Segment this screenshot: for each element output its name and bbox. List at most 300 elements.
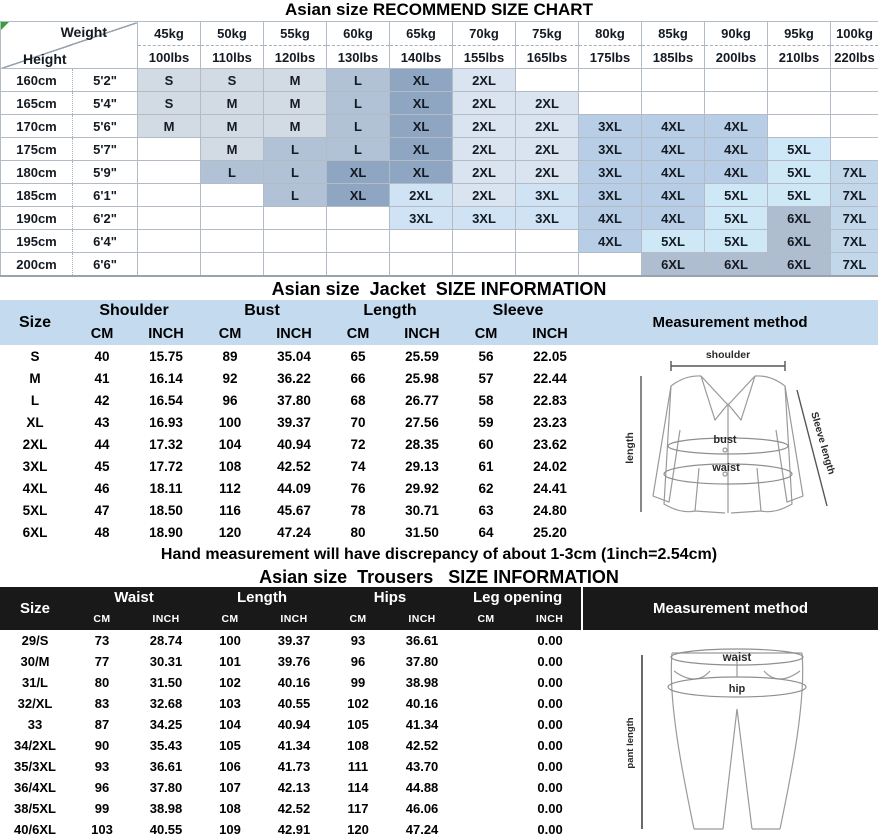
value-cell: 38.98 <box>149 801 183 816</box>
value-cell: 103 <box>91 822 113 835</box>
value-cell: 29.92 <box>405 480 439 496</box>
value-cell: 17.72 <box>149 458 183 474</box>
value-cell: 42.52 <box>277 458 311 474</box>
weight-kg-header: 70kg <box>453 22 516 46</box>
value-cell <box>454 714 518 735</box>
group-header: Length <box>198 587 326 608</box>
group-header: Sleeve <box>454 300 582 322</box>
size-label-cell: 34/2XL <box>14 738 56 753</box>
unit-header: INCH <box>262 322 326 345</box>
empty-cell <box>768 92 831 115</box>
value-cell: 100 <box>218 414 242 430</box>
value-cell: 58 <box>478 392 494 408</box>
size-label-cell: 40/6XL <box>14 822 56 835</box>
value-cell: 25.59 <box>405 348 439 364</box>
value-cell: 43 <box>94 414 110 430</box>
size-cell: L <box>327 69 390 92</box>
value-cell: 77 <box>94 654 110 669</box>
height-row <box>1 253 878 277</box>
value-cell: 40.55 <box>149 822 183 835</box>
jacket-title: Asian size Jacket SIZE INFORMATION <box>271 279 607 299</box>
weight-kg-header: 85kg <box>642 22 705 46</box>
measurement-diagram-cell <box>582 345 878 543</box>
measurement-diagram-cell <box>582 630 878 835</box>
empty-cell <box>579 69 642 92</box>
height-row <box>1 230 878 253</box>
jacket-waist-label: waist <box>712 462 740 474</box>
unit-header: INCH <box>262 608 326 630</box>
value-cell: 40.16 <box>405 696 439 711</box>
size-cell: 2XL <box>516 92 579 115</box>
empty-cell <box>516 69 579 92</box>
size-cell: M <box>201 115 264 138</box>
size-cell: 4XL <box>579 207 642 230</box>
size-cell: M <box>201 138 264 161</box>
value-cell: 18.11 <box>149 480 183 496</box>
pants-length-label: pant length <box>625 717 637 769</box>
size-cell: 3XL <box>579 115 642 138</box>
weight-axis-label: Weight <box>60 24 107 40</box>
empty-cell <box>264 253 327 277</box>
weight-lbs-header: 100lbs <box>138 46 201 69</box>
value-cell: 42.91 <box>277 822 311 835</box>
size-label-cell: 29/S <box>21 633 49 648</box>
empty-cell <box>327 253 390 277</box>
height-row <box>1 184 878 207</box>
empty-cell <box>705 92 768 115</box>
value-cell: 47.24 <box>405 822 439 835</box>
size-cell: 3XL <box>516 207 579 230</box>
size-cell: L <box>327 138 390 161</box>
value-cell: 27.56 <box>405 414 439 430</box>
size-label-cell: 35/3XL <box>14 759 56 774</box>
unit-header: INCH <box>134 322 198 345</box>
unit-header: INCH <box>518 322 582 345</box>
value-cell: 46.06 <box>405 801 439 816</box>
value-cell: 44.88 <box>405 780 439 795</box>
empty-cell <box>453 230 516 253</box>
size-cell: 5XL <box>768 184 831 207</box>
empty-cell <box>768 69 831 92</box>
size-label-cell: 33 <box>27 717 43 732</box>
empty-cell <box>138 253 201 277</box>
weight-lbs-header: 210lbs <box>768 46 831 69</box>
value-cell: 65 <box>350 348 366 364</box>
recommend-size-table <box>0 21 878 277</box>
value-cell: 46 <box>94 480 110 496</box>
size-cell: M <box>201 92 264 115</box>
size-cell: 7XL <box>831 207 878 230</box>
height-cm-cell: 180cm <box>1 161 73 184</box>
value-cell: 29.13 <box>405 458 439 474</box>
size-cell: 4XL <box>705 161 768 184</box>
height-ft-cell: 5'7" <box>73 138 138 161</box>
size-cell: XL <box>390 115 453 138</box>
value-cell: 24.41 <box>533 480 567 496</box>
empty-cell <box>705 69 768 92</box>
value-cell <box>454 819 518 835</box>
weight-kg-header: 45kg <box>138 22 201 46</box>
weight-lbs-header: 110lbs <box>201 46 264 69</box>
group-header: Length <box>326 300 454 322</box>
size-cell: XL <box>390 161 453 184</box>
value-cell: 117 <box>347 801 369 816</box>
weight-kg-header: 65kg <box>390 22 453 46</box>
value-cell: 40 <box>94 348 110 364</box>
value-cell: 47.24 <box>277 524 311 540</box>
value-cell: 30.71 <box>405 502 439 518</box>
value-cell: 26.77 <box>405 392 439 408</box>
value-cell: 96 <box>350 654 366 669</box>
size-cell: 3XL <box>579 161 642 184</box>
value-cell: 104 <box>219 717 241 732</box>
group-header: Waist <box>70 587 198 608</box>
height-row <box>1 92 878 115</box>
empty-cell <box>138 161 201 184</box>
size-cell: 4XL <box>642 207 705 230</box>
value-cell: 93 <box>94 759 110 774</box>
empty-cell <box>327 230 390 253</box>
value-cell: 28.74 <box>149 633 183 648</box>
value-cell: 105 <box>347 717 369 732</box>
size-cell: 6XL <box>768 207 831 230</box>
value-cell: 37.80 <box>149 780 183 795</box>
size-cell: 3XL <box>453 207 516 230</box>
value-cell: 108 <box>347 738 369 753</box>
value-cell <box>454 735 518 756</box>
value-cell: 109 <box>219 822 241 835</box>
size-cell: L <box>264 161 327 184</box>
value-cell: 22.05 <box>533 348 567 364</box>
excel-corner-mark-icon <box>1 22 9 30</box>
value-cell: 114 <box>347 780 369 795</box>
value-cell <box>454 798 518 819</box>
value-cell: 92 <box>222 370 238 386</box>
unit-header: INCH <box>390 322 454 345</box>
value-cell: 120 <box>218 524 242 540</box>
size-cell: L <box>327 115 390 138</box>
weight-lbs-header: 120lbs <box>264 46 327 69</box>
value-cell: 30.31 <box>149 654 183 669</box>
value-cell: 44 <box>94 436 110 452</box>
value-cell: 48 <box>94 524 110 540</box>
value-cell: 40.16 <box>277 675 311 690</box>
value-cell: 42.52 <box>277 801 311 816</box>
group-header: Bust <box>198 300 326 322</box>
size-cell: 6XL <box>768 230 831 253</box>
empty-cell <box>138 184 201 207</box>
value-cell: 70 <box>350 414 366 430</box>
value-cell: 99 <box>94 801 110 816</box>
height-ft-cell: 6'2" <box>73 207 138 230</box>
size-cell: M <box>138 115 201 138</box>
measurement-method-header: Measurement method <box>582 300 878 345</box>
size-cell: 5XL <box>705 230 768 253</box>
value-cell: 15.75 <box>149 348 183 364</box>
value-cell: 105 <box>219 738 241 753</box>
value-cell: 73 <box>94 633 110 648</box>
unit-header: CM <box>70 608 134 630</box>
size-cell: 3XL <box>579 138 642 161</box>
value-cell: 104 <box>218 436 242 452</box>
size-cell: 4XL <box>642 115 705 138</box>
value-cell: 43.70 <box>405 759 439 774</box>
height-cm-cell: 200cm <box>1 253 73 277</box>
jacket-bust-label: bust <box>713 434 737 446</box>
size-cell: 2XL <box>453 161 516 184</box>
size-cell: 7XL <box>831 184 878 207</box>
value-cell: 28.35 <box>405 436 439 452</box>
size-label-cell: M <box>29 370 41 386</box>
size-cell: 7XL <box>831 161 878 184</box>
size-label-cell: 5XL <box>22 502 48 518</box>
value-cell: 0.00 <box>537 780 563 795</box>
value-cell: 103 <box>219 696 241 711</box>
height-cm-cell: 165cm <box>1 92 73 115</box>
empty-cell <box>390 253 453 277</box>
size-cell: 2XL <box>516 161 579 184</box>
unit-header: INCH <box>390 608 454 630</box>
empty-cell <box>138 138 201 161</box>
height-ft-cell: 5'9" <box>73 161 138 184</box>
jacket-length-label: length <box>624 432 637 464</box>
value-cell: 17.32 <box>149 436 183 452</box>
weight-kg-header: 90kg <box>705 22 768 46</box>
value-cell: 68 <box>350 392 366 408</box>
size-cell: 7XL <box>831 253 878 277</box>
weight-kg-header: 75kg <box>516 22 579 46</box>
unit-header: CM <box>454 608 518 630</box>
weight-lbs-header: 200lbs <box>705 46 768 69</box>
value-cell: 41 <box>94 370 110 386</box>
size-cell: 4XL <box>579 230 642 253</box>
weight-lbs-header: 165lbs <box>516 46 579 69</box>
height-row <box>1 115 878 138</box>
value-cell: 35.04 <box>277 348 311 364</box>
value-cell: 80 <box>350 524 366 540</box>
size-cell: L <box>264 184 327 207</box>
value-cell: 39.37 <box>277 414 311 430</box>
height-ft-cell: 6'4" <box>73 230 138 253</box>
value-cell: 56 <box>478 348 494 364</box>
value-cell: 42.52 <box>405 738 439 753</box>
height-weight-corner-cell <box>1 22 138 69</box>
weight-lbs-header: 140lbs <box>390 46 453 69</box>
size-cell: 3XL <box>579 184 642 207</box>
weight-kg-header: 60kg <box>327 22 390 46</box>
size-cell: 2XL <box>516 115 579 138</box>
empty-cell <box>264 207 327 230</box>
size-cell: L <box>201 161 264 184</box>
value-cell: 16.14 <box>149 370 183 386</box>
height-ft-cell: 5'6" <box>73 115 138 138</box>
empty-cell <box>453 253 516 277</box>
pants-hip-label: hip <box>728 683 746 695</box>
value-cell: 72 <box>350 436 366 452</box>
value-cell: 101 <box>219 654 241 669</box>
value-cell: 44.09 <box>277 480 311 496</box>
value-cell: 24.02 <box>533 458 567 474</box>
unit-header: INCH <box>518 608 582 630</box>
value-cell: 41.73 <box>277 759 311 774</box>
size-label-cell: 30/M <box>20 654 50 669</box>
empty-cell <box>201 253 264 277</box>
value-cell: 39.37 <box>277 633 311 648</box>
weight-kg-header: 50kg <box>201 22 264 46</box>
value-cell: 42.13 <box>277 780 311 795</box>
weight-lbs-header: 155lbs <box>453 46 516 69</box>
empty-cell <box>831 138 878 161</box>
value-cell: 111 <box>347 759 369 774</box>
value-cell: 0.00 <box>537 633 563 648</box>
size-cell: 3XL <box>390 207 453 230</box>
size-cell: 4XL <box>705 115 768 138</box>
empty-cell <box>831 115 878 138</box>
size-cell: 5XL <box>642 230 705 253</box>
value-cell: 74 <box>350 458 366 474</box>
value-cell: 80 <box>94 675 110 690</box>
empty-cell <box>516 253 579 277</box>
value-cell: 31.50 <box>149 675 183 690</box>
size-cell: 5XL <box>705 184 768 207</box>
size-cell: S <box>138 69 201 92</box>
value-cell: 96 <box>222 392 238 408</box>
value-cell: 102 <box>219 675 241 690</box>
weight-kg-header: 95kg <box>768 22 831 46</box>
value-cell: 31.50 <box>405 524 439 540</box>
weight-lbs-header: 130lbs <box>327 46 390 69</box>
unit-header: CM <box>326 608 390 630</box>
size-cell: 6XL <box>642 253 705 277</box>
size-cell: S <box>201 69 264 92</box>
empty-cell <box>138 207 201 230</box>
value-cell: 63 <box>478 502 494 518</box>
value-cell: 66 <box>350 370 366 386</box>
size-label-cell: 3XL <box>22 458 48 474</box>
size-label-cell: 31/L <box>21 675 48 690</box>
value-cell: 106 <box>219 759 241 774</box>
value-cell: 25.20 <box>533 524 567 540</box>
measurement-method-header: Measurement method <box>582 587 878 630</box>
size-cell: M <box>264 115 327 138</box>
size-cell: 5XL <box>768 138 831 161</box>
size-label-cell: L <box>30 392 40 408</box>
empty-cell <box>327 207 390 230</box>
height-ft-cell: 6'1" <box>73 184 138 207</box>
weight-lbs-header: 175lbs <box>579 46 642 69</box>
height-cm-cell: 160cm <box>1 69 73 92</box>
value-cell: 0.00 <box>537 801 563 816</box>
value-cell: 18.90 <box>149 524 183 540</box>
size-cell: 2XL <box>453 92 516 115</box>
weight-kg-header: 100kg <box>831 22 878 46</box>
value-cell: 36.22 <box>277 370 311 386</box>
jacket-sleeve-length-label: Sleeve length <box>808 410 837 476</box>
value-cell: 76 <box>350 480 366 496</box>
value-cell: 32.68 <box>149 696 183 711</box>
value-cell: 107 <box>219 780 241 795</box>
height-cm-cell: 175cm <box>1 138 73 161</box>
size-cell: 4XL <box>705 138 768 161</box>
size-cell: 4XL <box>642 184 705 207</box>
jacket-shoulder-label: shoulder <box>705 349 751 361</box>
unit-header: CM <box>198 608 262 630</box>
value-cell: 0.00 <box>537 717 563 732</box>
size-cell: 7XL <box>831 230 878 253</box>
value-cell: 37.80 <box>405 654 439 669</box>
jacket-measurement-diagram <box>605 346 855 542</box>
unit-header: CM <box>198 322 262 345</box>
size-cell: 6XL <box>705 253 768 277</box>
height-row <box>1 69 878 92</box>
height-ft-cell: 5'2" <box>73 69 138 92</box>
value-cell: 0.00 <box>537 759 563 774</box>
value-cell: 35.43 <box>149 738 183 753</box>
value-cell: 41.34 <box>405 717 439 732</box>
empty-cell <box>579 92 642 115</box>
trousers-size-table <box>0 587 878 835</box>
empty-cell <box>831 69 878 92</box>
unit-header: CM <box>326 322 390 345</box>
value-cell: 16.93 <box>149 414 183 430</box>
height-cm-cell: 195cm <box>1 230 73 253</box>
size-label-cell: 4XL <box>22 480 48 496</box>
measurement-note: Hand measurement will have discrepancy of about 1-3cm (1inch=2.54cm) <box>160 546 718 563</box>
height-row <box>1 207 878 230</box>
size-label-cell: 38/5XL <box>14 801 56 816</box>
value-cell: 60 <box>478 436 494 452</box>
height-cm-cell: 190cm <box>1 207 73 230</box>
weight-kg-header: 80kg <box>579 22 642 46</box>
height-cm-cell: 185cm <box>1 184 73 207</box>
value-cell: 0.00 <box>537 654 563 669</box>
height-ft-cell: 6'6" <box>73 253 138 277</box>
value-cell <box>454 693 518 714</box>
empty-cell <box>768 115 831 138</box>
value-cell: 0.00 <box>537 822 563 835</box>
value-cell: 100 <box>219 633 241 648</box>
value-cell <box>454 672 518 693</box>
value-cell: 45.67 <box>277 502 311 518</box>
trousers-title: Asian size Trousers SIZE INFORMATION <box>259 567 619 587</box>
weight-kg-header: 55kg <box>264 22 327 46</box>
value-cell: 40.55 <box>277 696 311 711</box>
size-column-header: Size <box>0 587 70 630</box>
size-cell: 2XL <box>453 69 516 92</box>
value-cell: 99 <box>350 675 366 690</box>
value-cell <box>454 756 518 777</box>
empty-cell <box>201 184 264 207</box>
size-cell: XL <box>390 92 453 115</box>
value-cell: 25.98 <box>405 370 439 386</box>
size-cell: 4XL <box>642 138 705 161</box>
size-cell: XL <box>327 161 390 184</box>
size-cell: M <box>264 69 327 92</box>
size-cell: 2XL <box>453 184 516 207</box>
unit-header: CM <box>70 322 134 345</box>
empty-cell <box>390 230 453 253</box>
value-cell: 22.83 <box>533 392 567 408</box>
value-cell <box>454 630 518 651</box>
empty-cell <box>642 92 705 115</box>
value-cell: 87 <box>94 717 110 732</box>
value-cell: 0.00 <box>537 738 563 753</box>
size-cell: 2XL <box>516 138 579 161</box>
empty-cell <box>201 207 264 230</box>
value-cell: 38.98 <box>405 675 439 690</box>
group-header: Leg opening <box>454 587 582 608</box>
size-cell: 6XL <box>768 253 831 277</box>
